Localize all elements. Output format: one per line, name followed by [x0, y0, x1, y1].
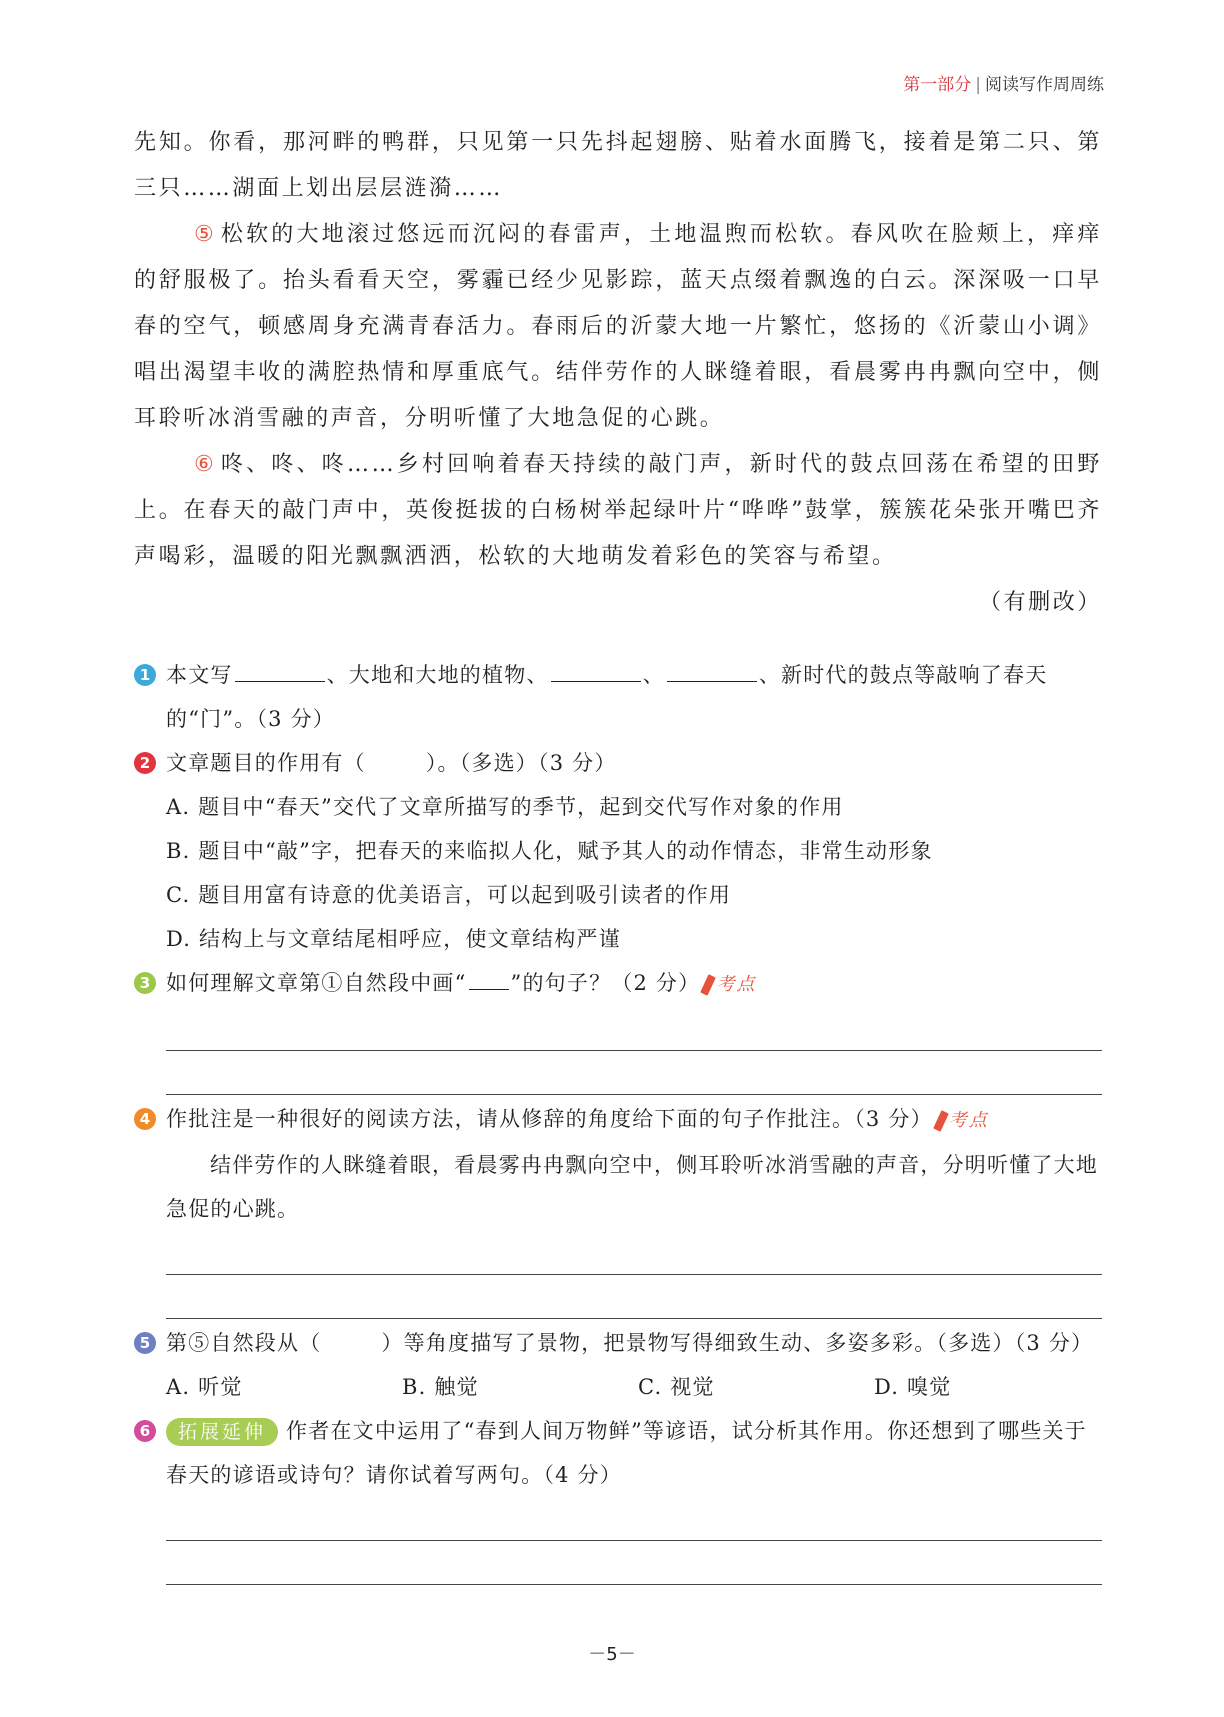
option-c[interactable]: C. 视觉 [638, 1375, 715, 1399]
question-number-badge: 2 [134, 752, 156, 774]
answer-line[interactable] [166, 1497, 1102, 1541]
question-text: ）。（多选）（3 分） [425, 751, 617, 775]
page-number: －5－ [588, 1644, 636, 1665]
source-note: （有删改） [978, 590, 1102, 615]
question-text: 第⑤自然段从（ [166, 1331, 322, 1355]
question-text: 文章题目的作用有（ [166, 751, 366, 775]
question-text: 、 [642, 663, 665, 687]
question-6 [134, 1409, 1102, 1497]
paragraph-number: ⑤ [194, 222, 217, 247]
question-4 [134, 1097, 1102, 1143]
quoted-sentence: 结伴劳作的人眯缝着眼，看晨雾冉冉飘向空中，侧耳聆听冰消雪融的声音，分明听懂了大地急促的心跳。 [166, 1153, 1098, 1221]
header-title: 阅读写作周周练 [985, 75, 1104, 95]
question-text: 、新时代的鼓点等敲响了春天的“门”。（3 分） [166, 663, 1048, 731]
option-d[interactable]: D. 结构上与文章结尾相呼应，使文章结构严谨 [166, 927, 621, 951]
options-row [134, 1365, 1102, 1409]
running-header [903, 70, 1104, 95]
paragraph-text: 松软的大地滚过悠远而沉闷的春雷声，土地温煦而松软。春风吹在脸颊上，痒痒的舒服极了。抬头看看天空，雾霾已经少见影踪，蓝天点缀着飘逸的白云。深深吸一口早春的空气，顿感周身充满青春活力。春雨后的沂蒙大地一片繁忙，悠扬的《沂蒙山小调》唱出渴望丰收的满腔热情和厚重底气。结伴劳作的人眯缝着眼，看晨雾冉冉飘向空中，侧耳聆听冰消雪融的声音，分明听懂了大地急促的心跳。 [134, 222, 1102, 431]
pencil-icon [933, 1110, 949, 1132]
extension-tag: 拓展延伸 [166, 1418, 278, 1446]
paragraph-continued: 先知。你看，那河畔的鸭群，只见第一只先抖起翅膀、贴着水面腾飞，接着是第二只、第三只……湖面上划出层层涟漪…… [134, 130, 1102, 201]
paragraph-5 [134, 212, 1102, 442]
question-3 [134, 961, 1102, 1007]
option-b[interactable]: B. 触觉 [402, 1375, 479, 1399]
answer-line[interactable] [166, 1007, 1102, 1051]
option-d[interactable]: D. 嗅觉 [874, 1375, 952, 1399]
question-5 [134, 1321, 1102, 1365]
question-number-badge: 6 [134, 1420, 156, 1442]
question-text: 如何理解文章第①自然段中画“ [166, 971, 467, 995]
option-a[interactable]: A. 题目中“春天”交代了文章所描写的季节，起到交代写作对象的作用 [166, 795, 844, 819]
question-text: ）等角度描写了景物，把景物写得细致生动、多姿多彩。（多选）（3 分） [381, 1331, 1094, 1355]
paragraph-6 [134, 442, 1102, 580]
kaodian-label: 考点 [948, 1110, 989, 1131]
reading-passage [134, 120, 1102, 626]
header-part: 第一部分 [903, 75, 972, 95]
answer-blank[interactable] [667, 659, 757, 682]
question-number-badge: 5 [134, 1332, 156, 1354]
question-text: 本文写 [166, 663, 233, 687]
question-section [134, 653, 1102, 1585]
question-1 [134, 653, 1102, 741]
question-2 [134, 741, 1102, 785]
paragraph-text: 咚、咚、咚……乡村回响着春天持续的敲门声，新时代的鼓点回荡在希望的田野上。在春天的敲门声中，英俊挺拔的白杨树举起绿叶片“哗哗”鼓掌，簇簇花朵张开嘴巴齐声喝彩，温暖的阳光飘飘洒洒，松软的大地萌发着彩色的笑容与希望。 [134, 452, 1102, 569]
underline-mark [469, 967, 509, 990]
header-separator: | [975, 75, 981, 95]
question-text: 、大地和大地的植物、 [326, 663, 549, 687]
answer-line[interactable] [166, 1275, 1102, 1319]
kaodian-label: 考点 [716, 974, 757, 995]
option-b[interactable]: B. 题目中“敲”字，把春天的来临拟人化，赋予其人的动作情态，非常生动形象 [166, 839, 933, 863]
option-a[interactable]: A. 听觉 [166, 1375, 243, 1399]
question-text: 作者在文中运用了“春到人间万物鲜”等谚语，试分析其作用。你还想到了哪些关于春天的谚语或诗句？请你试着写两句。（4 分） [166, 1419, 1087, 1487]
option-c[interactable]: C. 题目用富有诗意的优美语言，可以起到吸引读者的作用 [166, 883, 732, 907]
paragraph-number: ⑥ [194, 452, 217, 477]
answer-line[interactable] [166, 1541, 1102, 1585]
question-number-badge: 3 [134, 972, 156, 994]
pencil-icon [700, 974, 716, 996]
answer-blank[interactable] [235, 659, 325, 682]
answer-line[interactable] [166, 1231, 1102, 1275]
answer-blank[interactable] [551, 659, 641, 682]
question-number-badge: 4 [134, 1108, 156, 1130]
question-text: ”的句子？（2 分） [510, 971, 701, 995]
answer-line[interactable] [166, 1051, 1102, 1095]
question-number-badge: 1 [134, 664, 156, 686]
question-text: 作批注是一种很好的阅读方法，请从修辞的角度给下面的句子作批注。（3 分） [166, 1107, 933, 1131]
